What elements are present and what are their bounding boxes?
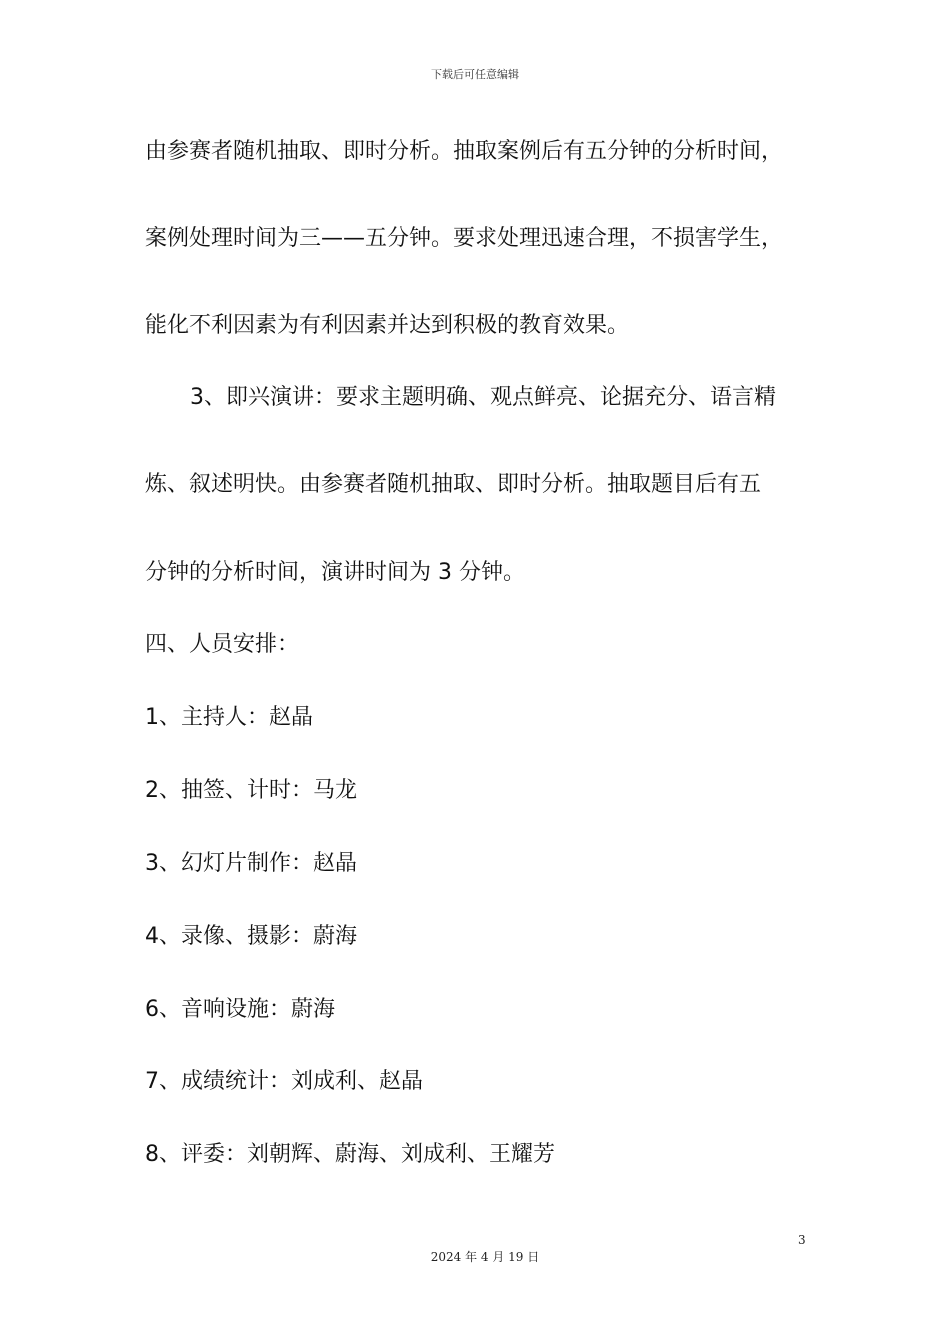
staff-item-judges: 8、评委：刘朝辉、蔚海、刘成利、王耀芳 bbox=[145, 1142, 555, 1167]
paragraph-line-1: 由参赛者随机抽取、即时分析。抽取案例后有五分钟的分析时间， bbox=[145, 139, 784, 164]
staff-item-draw-timing: 2、抽签、计时：马龙 bbox=[145, 778, 357, 803]
footer-date: 2024 年 4 月 19 日 bbox=[430, 1250, 540, 1264]
paragraph-line-3: 能化不利因素为有利因素并达到积极的教育效果。 bbox=[145, 313, 630, 338]
section-heading-staffing: 四、人员安排： bbox=[145, 632, 300, 657]
staff-item-scoring: 7、成绩统计：刘成利、赵晶 bbox=[145, 1069, 423, 1094]
staff-item-sound: 6、音响设施：蔚海 bbox=[145, 997, 335, 1022]
staff-item-slides: 3、幻灯片制作：赵晶 bbox=[145, 851, 357, 876]
page-number: 3 bbox=[798, 1233, 806, 1247]
staff-item-host: 1、主持人：赵晶 bbox=[145, 705, 313, 730]
paragraph-line-2: 案例处理时间为三——五分钟。要求处理迅速合理，不损害学生， bbox=[145, 226, 784, 251]
staff-item-video-photo: 4、录像、摄影：蔚海 bbox=[145, 924, 357, 949]
page-header: 下载后可任意编辑 bbox=[431, 68, 519, 81]
paragraph-line-4: 3、即兴演讲：要求主题明确、观点鲜亮、论据充分、语言精 bbox=[190, 385, 776, 410]
paragraph-line-6: 分钟的分析时间，演讲时间为 3 分钟。 bbox=[145, 560, 525, 585]
paragraph-line-5: 炼、叙述明快。由参赛者随机抽取、即时分析。抽取题目后有五 bbox=[145, 472, 762, 497]
